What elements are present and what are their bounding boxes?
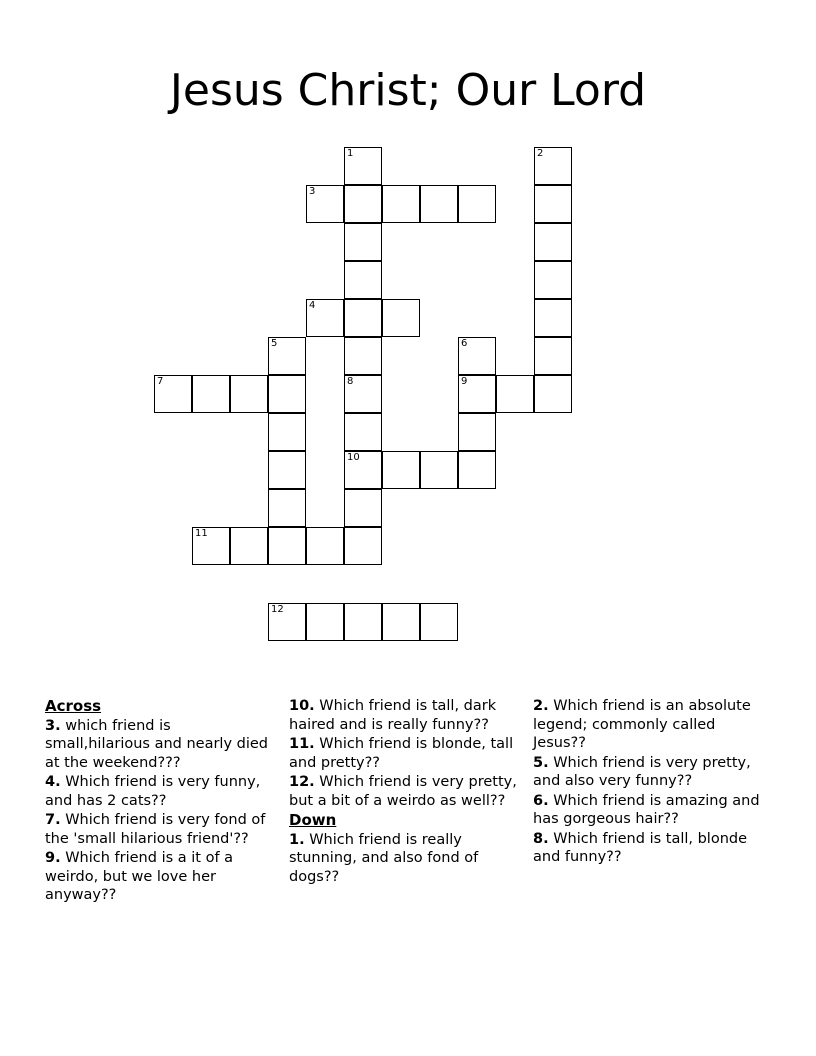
grid-cell[interactable] — [268, 413, 306, 451]
clue-number: 5. — [533, 754, 549, 771]
grid-cell[interactable] — [534, 299, 572, 337]
grid-cell[interactable] — [344, 489, 382, 527]
grid-cell[interactable] — [306, 299, 344, 337]
grid-cell-number: 11 — [195, 528, 208, 539]
across-heading: Across — [45, 697, 102, 715]
clue-down-8: 8. Which friend is tall, blonde and funny?? — [533, 830, 748, 865]
grid-cell-number: 5 — [271, 338, 278, 349]
grid-cell[interactable] — [458, 451, 496, 489]
grid-cell[interactable] — [306, 185, 344, 223]
clue-number: 2. — [533, 698, 549, 714]
grid-cell-number: 2 — [537, 148, 544, 159]
grid-cell[interactable] — [382, 185, 420, 223]
grid-cell[interactable] — [420, 185, 458, 223]
grid-cell[interactable] — [268, 337, 306, 375]
grid-cell[interactable] — [192, 527, 230, 565]
grid-cell[interactable] — [458, 185, 496, 223]
grid-cell[interactable] — [534, 185, 572, 223]
clue-down-2: 2. Which friend is an absolute legend; commonly called Jesus?? — [533, 698, 751, 751]
grid-cell[interactable] — [268, 603, 306, 641]
clue-down-5: 5. Which friend is very pretty, and also very funny?? — [533, 754, 751, 789]
grid-cell-number: 3 — [309, 186, 316, 197]
grid-cell[interactable] — [268, 527, 306, 565]
grid-cell[interactable] — [268, 489, 306, 527]
grid-cell[interactable] — [344, 147, 382, 185]
grid-cell[interactable] — [344, 185, 382, 223]
grid-cell[interactable] — [344, 375, 382, 413]
grid-cell[interactable] — [344, 223, 382, 261]
grid-cell[interactable] — [344, 413, 382, 451]
grid-cell[interactable] — [382, 451, 420, 489]
clue-across-12: 12. Which friend is very pretty, but a bit of a weirdo as well?? — [289, 774, 517, 809]
grid-cell-number: 12 — [271, 604, 284, 615]
clues-section — [45, 697, 775, 1007]
grid-cell[interactable] — [382, 299, 420, 337]
grid-cell-number: 10 — [347, 452, 360, 463]
clue-number: 3. — [45, 717, 61, 734]
grid-cell[interactable] — [344, 451, 382, 489]
crossword-grid[interactable] — [0, 140, 816, 670]
grid-cell[interactable] — [458, 337, 496, 375]
grid-cell[interactable] — [306, 603, 344, 641]
grid-cell[interactable] — [420, 603, 458, 641]
grid-cell[interactable] — [344, 527, 382, 565]
down-heading: Down — [289, 811, 337, 829]
grid-cell[interactable] — [458, 413, 496, 451]
clue-number: 8. — [533, 830, 549, 847]
grid-cell[interactable] — [382, 603, 420, 641]
clue-across-4: 4. Which friend is very funny, and has 2 cats?? — [45, 774, 261, 809]
grid-cell-number: 9 — [461, 376, 468, 387]
clues-column-2 — [289, 697, 521, 887]
clue-down-6: 6. Which friend is amazing and has gorgeous hair?? — [533, 792, 760, 827]
clue-number: 7. — [45, 812, 61, 828]
clue-down-1: 1. Which friend is really stunning, and also fond of dogs?? — [289, 831, 479, 885]
clue-across-9: 9. Which friend is a it of a weirdo, but we love her anyway?? — [45, 850, 234, 903]
page-title: Jesus Christ; Our Lord — [169, 65, 647, 117]
grid-cell[interactable] — [534, 261, 572, 299]
clue-across-7: 7. Which friend is very fond of the 'small hilarious friend'?? — [45, 812, 266, 847]
grid-cell[interactable] — [230, 527, 268, 565]
grid-cell-number: 7 — [157, 376, 164, 387]
clue-number: 10. — [289, 698, 315, 714]
clue-across-10: 10. Which friend is tall, dark haired and is really funny?? — [289, 698, 497, 733]
grid-cell[interactable] — [344, 603, 382, 641]
clue-number: 12. — [289, 774, 315, 790]
clue-number: 11. — [289, 736, 315, 752]
grid-cell[interactable] — [420, 451, 458, 489]
grid-cell[interactable] — [344, 261, 382, 299]
grid-cell[interactable] — [268, 451, 306, 489]
clues-column-3 — [533, 697, 765, 868]
grid-cell-number: 8 — [347, 376, 354, 387]
clues-column-1 — [45, 697, 277, 906]
grid-cell[interactable] — [534, 223, 572, 261]
grid-cell-number: 1 — [347, 148, 354, 159]
grid-cell[interactable] — [154, 375, 192, 413]
grid-cell[interactable] — [306, 527, 344, 565]
grid-cell[interactable] — [344, 299, 382, 337]
grid-cell-number: 4 — [309, 300, 316, 311]
grid-cell[interactable] — [268, 375, 306, 413]
grid-cell[interactable] — [496, 375, 534, 413]
grid-cell[interactable] — [344, 337, 382, 375]
clue-number: 9. — [45, 850, 61, 866]
clue-number: 4. — [45, 774, 61, 790]
clue-number: 6. — [533, 792, 549, 809]
grid-cell[interactable] — [230, 375, 268, 413]
clue-number: 1. — [289, 831, 305, 848]
grid-cell[interactable] — [458, 375, 496, 413]
grid-cell[interactable] — [192, 375, 230, 413]
grid-cell[interactable] — [534, 337, 572, 375]
grid-cell[interactable] — [534, 147, 572, 185]
clue-across-11: 11. Which friend is blonde, tall and pretty?? — [289, 736, 514, 771]
grid-cell-number: 6 — [461, 338, 468, 349]
clue-across-3: 3. which friend is small,hilarious and nearly died at the weekend??? — [45, 717, 269, 771]
grid-cell[interactable] — [534, 375, 572, 413]
